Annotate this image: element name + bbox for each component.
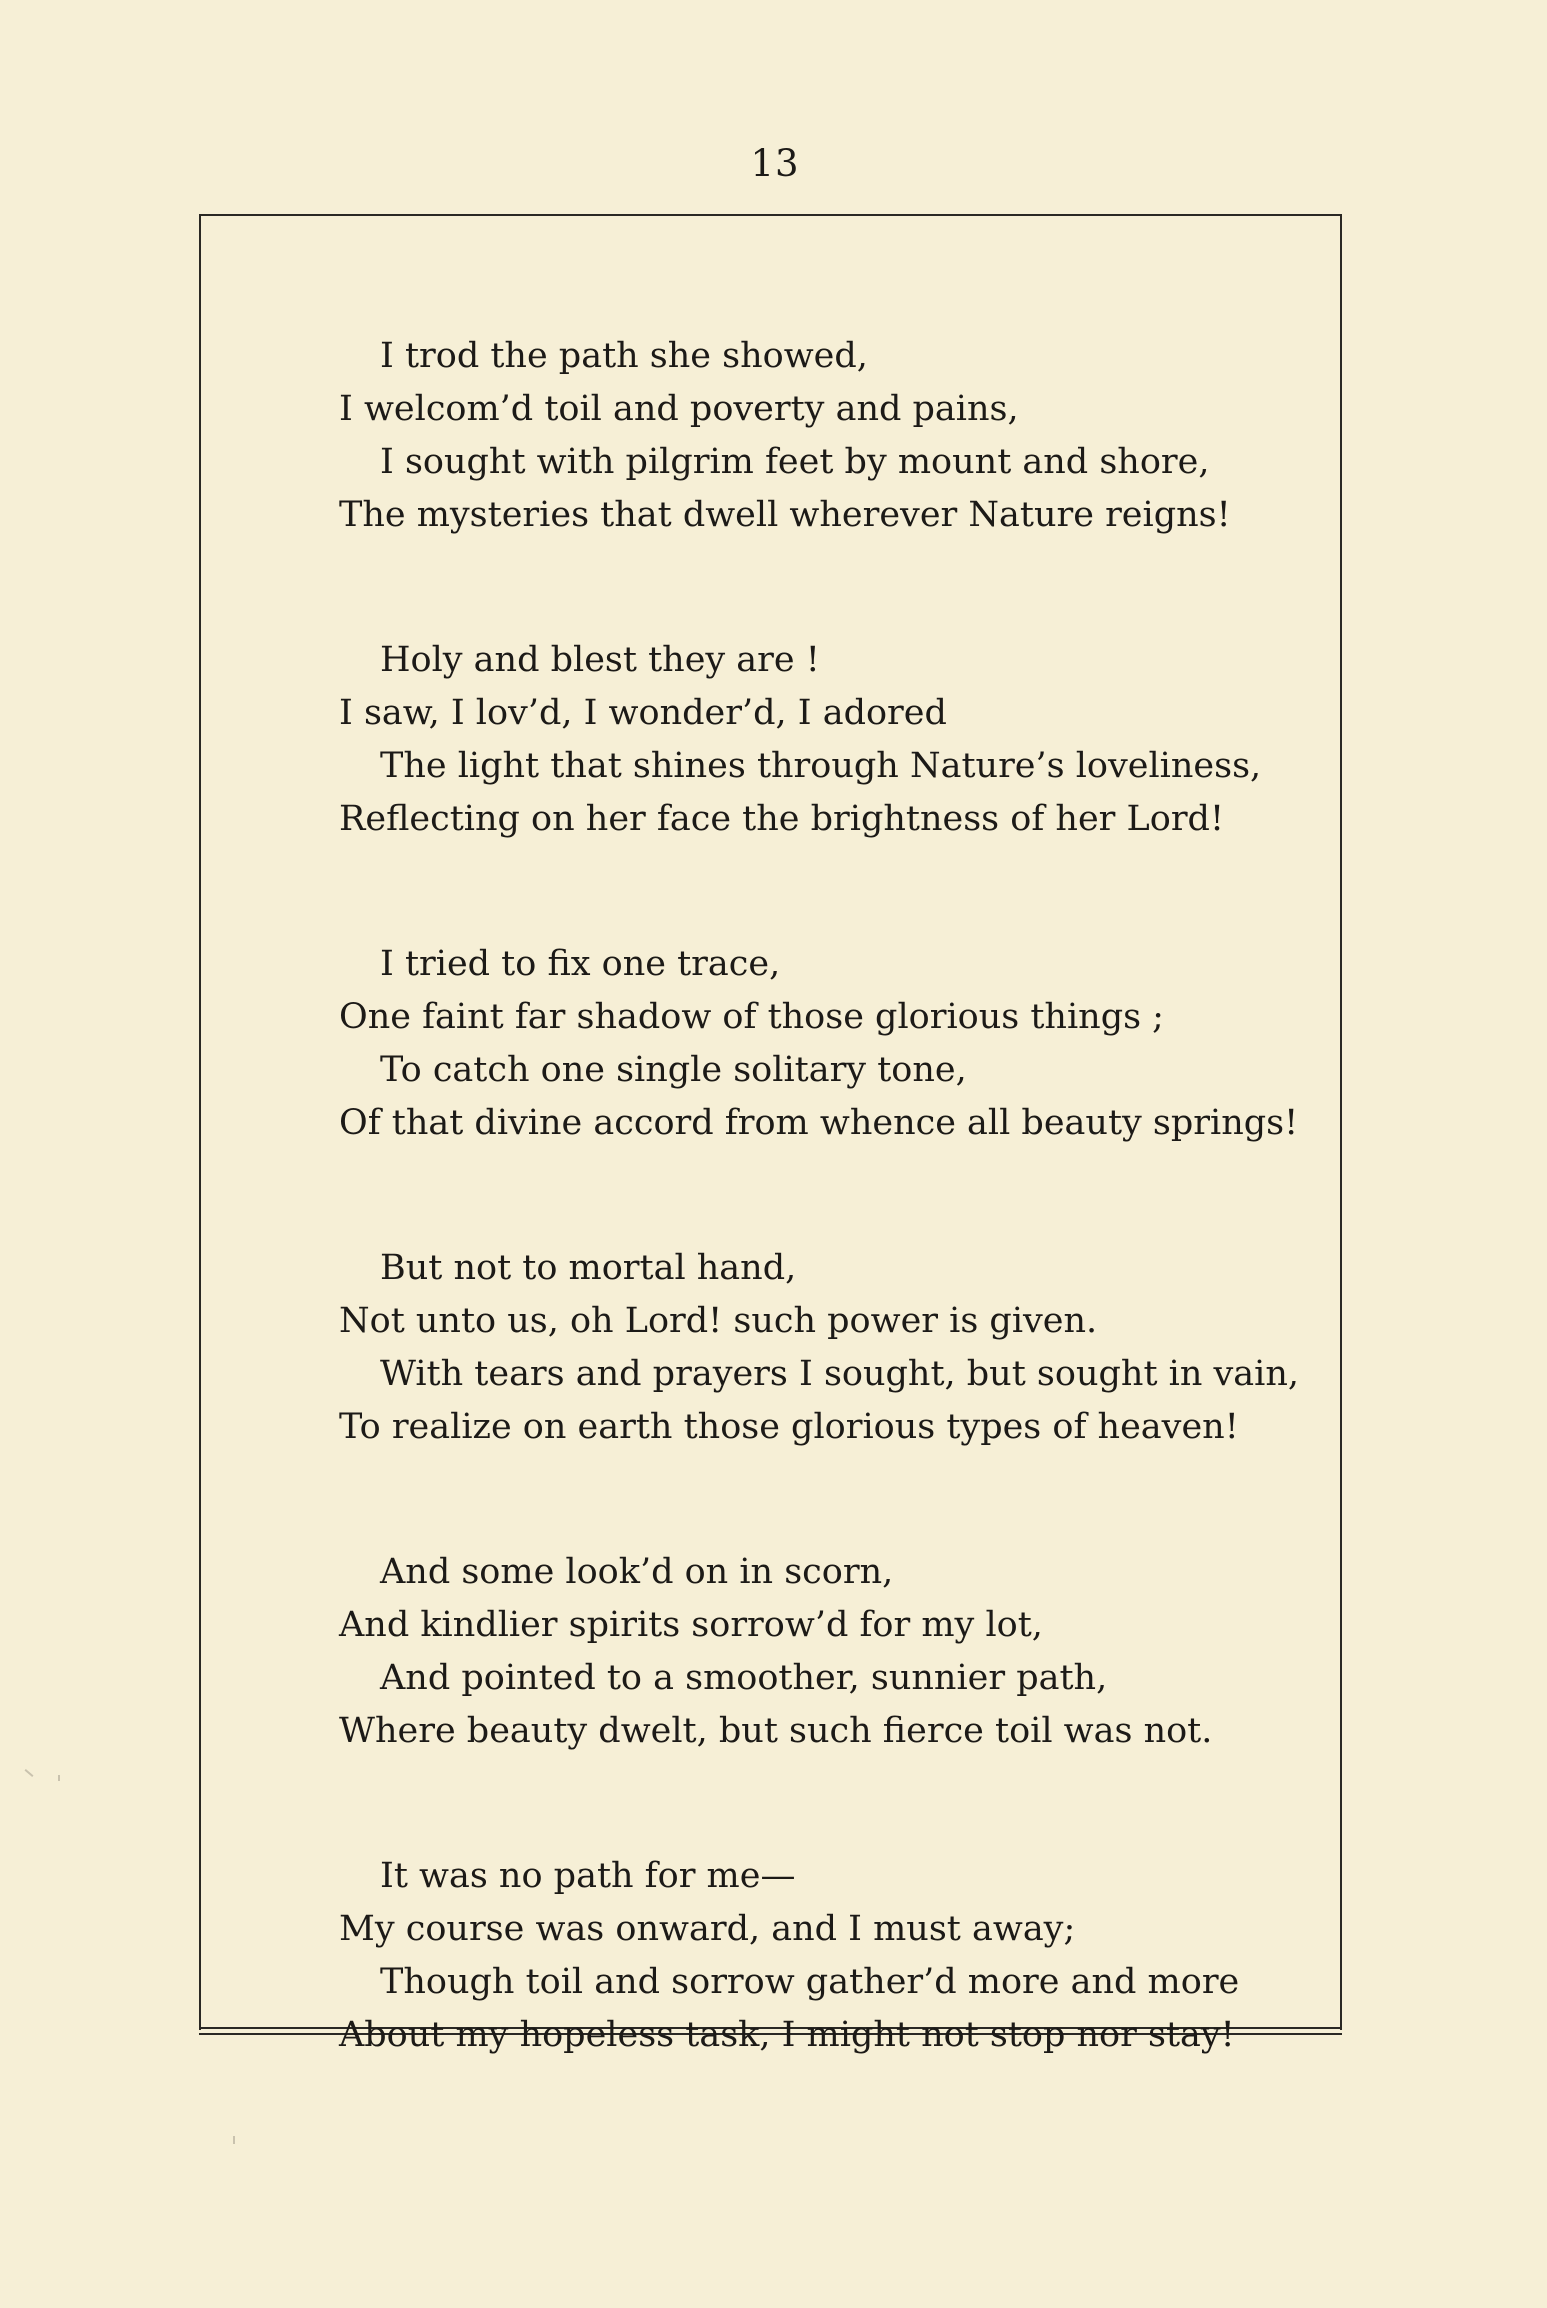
poem: [339, 330, 1319, 2154]
poem-line: Of that divine accord from whence all beauty springs!: [339, 1103, 1299, 1143]
page-number: 13: [750, 142, 800, 185]
poem-line: And kindlier spirits sorrow’d for my lot,: [339, 1605, 1043, 1645]
stanza: [339, 938, 1319, 1150]
poem-line: I tried to fix one trace,: [380, 944, 781, 984]
paper-speck: [58, 1775, 60, 1781]
stanza: [339, 1850, 1319, 2062]
poem-line: My course was onward, and I must away;: [339, 1909, 1076, 1949]
poem-line: It was no path for me—: [380, 1856, 796, 1896]
poem-line: The light that shines through Nature’s loveliness,: [380, 746, 1262, 786]
paper-speck: [233, 2136, 235, 2144]
poem-line: I trod the path she showed,: [380, 336, 868, 376]
stanza: [339, 634, 1319, 846]
paper-speck: [25, 1769, 34, 1777]
poem-line: To realize on earth those glorious types of heaven!: [339, 1407, 1239, 1447]
poem-line: The mysteries that dwell wherever Nature reigns!: [339, 495, 1231, 535]
poem-line: But not to mortal hand,: [380, 1248, 797, 1288]
poem-line: I welcom’d toil and poverty and pains,: [339, 389, 1019, 429]
poem-line: Reflecting on her face the brightness of her Lord!: [339, 799, 1225, 839]
stanza: [339, 330, 1319, 542]
poem-line: I sought with pilgrim feet by mount and shore,: [380, 442, 1210, 482]
poem-line: And some look’d on in scorn,: [380, 1552, 894, 1592]
poem-line: And pointed to a smoother, sunnier path,: [380, 1658, 1108, 1698]
poem-line: I saw, I lov’d, I wonder’d, I adored: [339, 693, 947, 733]
stanza: [339, 1242, 1319, 1454]
poem-line: Where beauty dwelt, but such fierce toil was not.: [339, 1711, 1213, 1751]
poem-line: To catch one single solitary tone,: [380, 1050, 967, 1090]
poem-line: About my hopeless task, I might not stop nor stay!: [339, 2015, 1235, 2055]
poem-line: One faint far shadow of those glorious things ;: [339, 997, 1164, 1037]
poem-line: Not unto us, oh Lord! such power is given.: [339, 1301, 1098, 1341]
poem-line: With tears and prayers I sought, but sought in vain,: [380, 1354, 1299, 1394]
poem-line: Though toil and sorrow gather’d more and more: [380, 1962, 1240, 2002]
stanza: [339, 1546, 1319, 1758]
poem-line: Holy and blest they are !: [380, 640, 820, 680]
